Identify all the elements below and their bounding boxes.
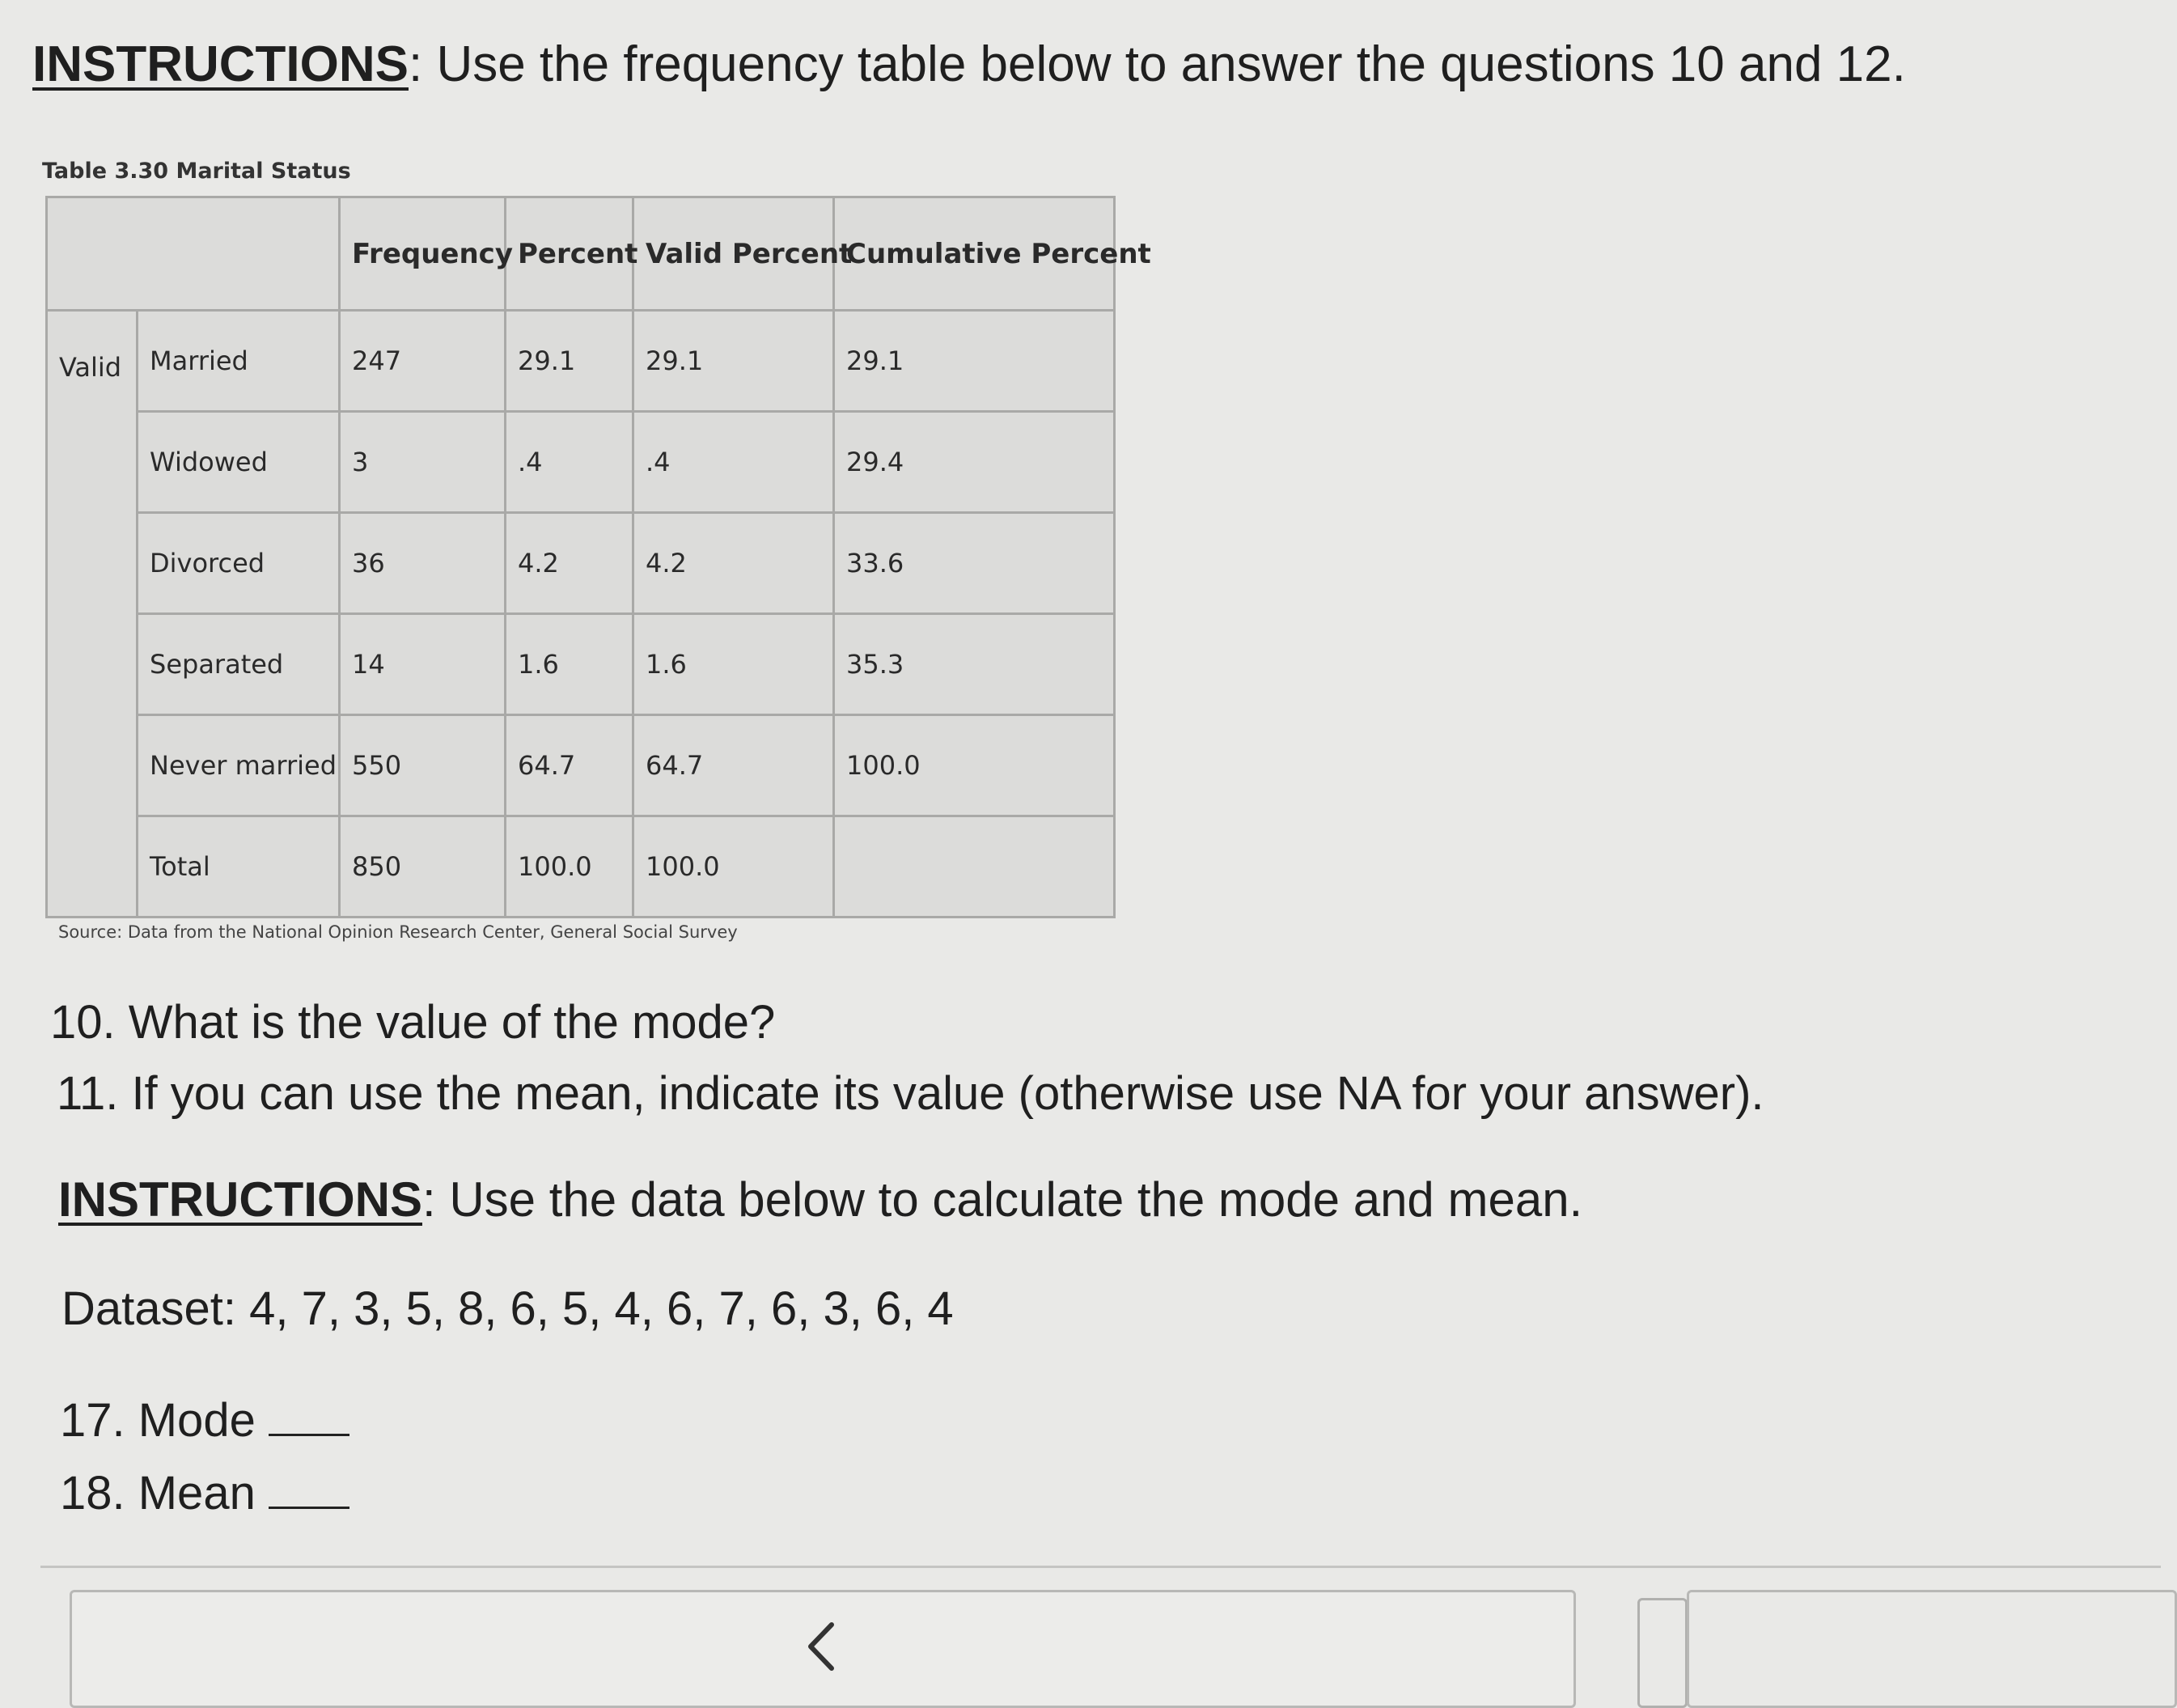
- divider-line: [40, 1566, 2161, 1568]
- instructions-heading-1: [32, 36, 1906, 93]
- dataset-text: Dataset: 4, 7, 3, 5, 8, 6, 5, 4, 6, 7, 6, 3, 6, 4: [61, 1282, 954, 1335]
- header-cumulative-percent: Cumulative Percent: [834, 197, 1115, 311]
- row-cumulative-percent: 29.1: [834, 311, 1115, 412]
- row-cumulative-percent: 33.6: [834, 513, 1115, 614]
- row-category: Total: [138, 816, 340, 918]
- question-10: 10. What is the value of the mode?: [50, 996, 776, 1049]
- row-percent: 1.6: [506, 614, 633, 715]
- header-percent: Percent: [506, 197, 633, 311]
- header-valid-percent: Valid Percent: [633, 197, 834, 311]
- table-title: Table 3.30 Marital Status: [42, 159, 351, 184]
- chevron-left-icon[interactable]: [801, 1618, 841, 1675]
- row-percent: .4: [506, 412, 633, 513]
- row-valid-percent: 29.1: [633, 311, 834, 412]
- instructions-heading-2: [58, 1172, 1582, 1227]
- answer-mode-line: [60, 1393, 349, 1447]
- row-valid-percent: 1.6: [633, 614, 834, 715]
- answer-mode-label: 17. Mode: [60, 1394, 256, 1447]
- frequency-table: [45, 196, 1151, 918]
- instructions-text: : Use the frequency table below to answer the questions 10 and 12.: [409, 36, 1906, 92]
- table-row: [47, 614, 1115, 715]
- next-box[interactable]: [1687, 1590, 2177, 1708]
- row-frequency: 36: [340, 513, 506, 614]
- header-frequency: Frequency: [340, 197, 506, 311]
- header-empty: [47, 197, 340, 311]
- row-category: Divorced: [138, 513, 340, 614]
- row-frequency: 3: [340, 412, 506, 513]
- group-label-valid: Valid: [47, 311, 138, 918]
- answer-mean-line: [60, 1466, 349, 1520]
- row-category: Married: [138, 311, 340, 412]
- table-row: [47, 412, 1115, 513]
- row-percent: 64.7: [506, 715, 633, 816]
- row-frequency: 14: [340, 614, 506, 715]
- question-11: 11. If you can use the mean, indicate its value (otherwise use NA for your answer).: [57, 1067, 1764, 1120]
- row-category: Never married: [138, 715, 340, 816]
- table-row-total: [47, 816, 1115, 918]
- answer-mean-blank[interactable]: [269, 1469, 349, 1509]
- answer-mean-label: 18. Mean: [60, 1467, 256, 1519]
- row-cumulative-percent: [834, 816, 1115, 918]
- table-row: [47, 715, 1115, 816]
- table-row: [47, 311, 1115, 412]
- answer-mode-blank[interactable]: [269, 1396, 349, 1436]
- row-valid-percent: .4: [633, 412, 834, 513]
- instructions-text: : Use the data below to calculate the mode and mean.: [422, 1172, 1583, 1227]
- row-frequency: 850: [340, 816, 506, 918]
- row-percent: 100.0: [506, 816, 633, 918]
- side-box[interactable]: [1637, 1598, 1688, 1708]
- row-valid-percent: 4.2: [633, 513, 834, 614]
- row-percent: 29.1: [506, 311, 633, 412]
- table-header-row: [47, 197, 1115, 311]
- row-frequency: 247: [340, 311, 506, 412]
- row-cumulative-percent: 35.3: [834, 614, 1115, 715]
- row-cumulative-percent: 29.4: [834, 412, 1115, 513]
- row-frequency: 550: [340, 715, 506, 816]
- row-category: Widowed: [138, 412, 340, 513]
- instructions-label: INSTRUCTIONS: [32, 36, 409, 92]
- row-valid-percent: 100.0: [633, 816, 834, 918]
- row-valid-percent: 64.7: [633, 715, 834, 816]
- table-row: [47, 513, 1115, 614]
- row-percent: 4.2: [506, 513, 633, 614]
- row-category: Separated: [138, 614, 340, 715]
- instructions-label: INSTRUCTIONS: [58, 1172, 422, 1227]
- row-cumulative-percent: 100.0: [834, 715, 1115, 816]
- table-source-note: Source: Data from the National Opinion Research Center, General Social Survey: [58, 922, 738, 942]
